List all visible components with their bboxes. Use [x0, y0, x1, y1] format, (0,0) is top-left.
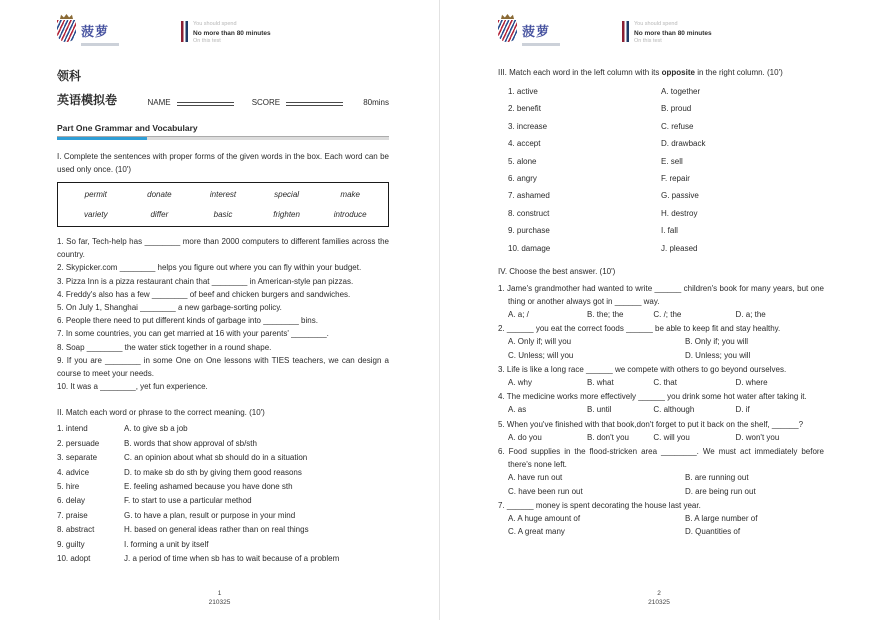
match-left-word: 6. delay	[57, 496, 86, 506]
match-right-option: B. words that show approval of sb/sth	[124, 438, 257, 448]
match-pair-row	[508, 122, 824, 132]
match-pair-row	[57, 554, 389, 564]
match-pair-row	[57, 496, 389, 506]
section3-instruction	[498, 66, 824, 79]
question-option: C. will you	[653, 432, 690, 442]
question-options	[498, 403, 824, 416]
question-options	[498, 308, 824, 321]
question-option: D. are being run out	[684, 486, 756, 496]
time-note-text	[634, 21, 712, 46]
question-option: D. Unless; you will	[684, 350, 751, 360]
match-left-word: 10. adopt	[57, 553, 91, 563]
match-left-word: 9. guilty	[57, 539, 85, 549]
score-blank-line	[286, 102, 343, 106]
time-note-line2: No more than 80 minutes	[193, 29, 271, 37]
time-note-text	[193, 21, 271, 46]
question-option: A. as	[508, 405, 527, 415]
match-pair-row	[57, 482, 389, 492]
question-option: A. do you	[508, 432, 542, 442]
crown-icon	[501, 14, 514, 19]
match-right-option: D. to make sb do sth by giving them good reasons	[124, 467, 302, 477]
match-right-option: A. to give sb a job	[124, 424, 188, 434]
question-block	[498, 445, 824, 498]
match-pair-row	[508, 87, 824, 97]
match-left-word: 3. separate	[57, 453, 98, 463]
question-option: D. won't you	[735, 432, 780, 442]
match-pair-row	[57, 468, 389, 478]
match-pair-row	[57, 424, 389, 434]
match-right-option: I. fall	[661, 226, 678, 236]
sentence-item: 2. Skypicker.com ________ helps you figure out where you can fly within your budget.	[57, 263, 362, 273]
word-box-item: permit	[84, 190, 107, 199]
word-box-item: introduce	[333, 210, 367, 219]
page1-footer	[0, 589, 439, 609]
word-box-item: differ	[150, 210, 169, 219]
question-option: A. have run out	[508, 473, 563, 483]
match-left-word: 1. active	[508, 87, 538, 96]
question-block	[498, 499, 824, 539]
question-option: A. Only if; will you	[508, 337, 572, 347]
question-stem: 3. Life is like a long race ______ we compete with others to go beyond ourselves.	[498, 364, 787, 374]
match-pair-row	[57, 453, 389, 463]
match-left-word: 2. benefit	[508, 104, 541, 114]
question-options	[498, 335, 824, 361]
question-option: C. A great many	[508, 527, 565, 537]
part-heading-rule-accent	[57, 137, 147, 140]
page2-number: 2	[657, 589, 661, 597]
question-stem: 1. Jame's grandmother had wanted to write ______ children's book for many years, but one thing or another always got in ______ way.	[498, 283, 824, 306]
match-pair-row	[57, 525, 389, 535]
sentence-item: 1. So far, Tech-help has ________ more than 2000 computers to different families across the country.	[57, 237, 389, 260]
match-left-word: 1. intend	[57, 424, 88, 434]
question-option: D. Quantities of	[684, 527, 741, 537]
time-note-line1: You should spend	[193, 21, 237, 27]
question-block	[498, 322, 824, 362]
question-stem: 4. The medicine works more effectively ______ you drink some hot water after taking it.	[498, 392, 807, 402]
match-right-option: H. based on general ideas rather than on real things	[124, 525, 309, 535]
question-option: C. that	[653, 377, 677, 387]
question-option: D. if	[735, 405, 750, 415]
duration-text: 80mins	[363, 98, 389, 107]
sentence-item: 5. On July 1, Shanghai ________ a new garbage-sorting policy.	[57, 303, 282, 313]
sentence-item: 4. Freddy's also has a few ________ of beef and chicken burgers and sandwiches.	[57, 289, 351, 299]
word-box-item: special	[274, 190, 300, 199]
sentence-item: 9. If you are ________ in some One on One lessons with TIES teachers, we can design a course to meet your needs.	[57, 355, 389, 379]
striped-shield-icon	[57, 20, 76, 42]
match-left-word: 6. angry	[508, 173, 537, 183]
match-pair-row	[508, 139, 824, 149]
match-left-word: 8. construct	[508, 208, 550, 218]
score-label: SCORE	[251, 98, 281, 107]
logo-crest-icon	[57, 14, 76, 42]
logo-text-block	[522, 14, 560, 46]
match-left-word: 8. abstract	[57, 525, 95, 535]
match-left-word: 2. persuade	[57, 438, 100, 448]
section3-instruction-bold: opposite	[661, 68, 695, 77]
match-pair-row	[508, 244, 824, 254]
question-option: C. have been run out	[508, 486, 583, 496]
question-option: A. a; /	[508, 309, 529, 319]
striped-shield-icon	[498, 20, 517, 42]
word-box	[57, 182, 389, 227]
match-left-word: 3. increase	[508, 121, 548, 131]
match-right-option: G. passive	[661, 191, 699, 201]
match-right-option: F. to start to use a particular method	[124, 496, 252, 506]
match-pair-row	[57, 439, 389, 449]
question-option: B. until	[587, 405, 612, 415]
word-box-item: interest	[209, 190, 237, 199]
question-option: C. Unless; will you	[508, 350, 574, 360]
sentence-item: 6. People there need to put different kinds of garbage into ________ bins.	[57, 316, 318, 326]
page1-code: 210325	[208, 599, 231, 607]
match-left-word: 4. advice	[57, 467, 90, 477]
part-heading-rule	[57, 136, 389, 140]
question-option: B. the; the	[587, 309, 624, 319]
name-label: NAME	[147, 98, 171, 107]
school-name: 领科	[57, 69, 82, 83]
match-right-option: J. pleased	[661, 243, 698, 253]
question-options	[498, 431, 824, 444]
question-block	[498, 363, 824, 389]
question-option: B. A large number of	[684, 513, 758, 523]
match-pair-row	[508, 174, 824, 184]
match-right-option: G. to have a plan, result or purpose in your mind	[124, 510, 296, 520]
word-box-item: frighten	[273, 210, 300, 219]
brand-name: 菠萝	[81, 24, 110, 39]
match-right-option: D. drawback	[661, 139, 706, 149]
match-pair-row	[508, 226, 824, 236]
question-stem: 5. When you've finished with that book,don't forget to put it back on the shelf, ______?	[498, 419, 804, 429]
match-left-word: 10. damage	[508, 243, 551, 253]
part-one-heading: Part One Grammar and Vocabulary	[57, 123, 198, 133]
match-right-option: C. an opinion about what sb should do in a situation	[124, 453, 308, 463]
match-right-option: A. together	[661, 87, 701, 96]
question-block	[498, 390, 824, 416]
question-option: D. where	[735, 377, 768, 387]
match-left-word: 7. ashamed	[508, 191, 550, 201]
school-logo	[498, 14, 560, 46]
question-option: B. what	[587, 377, 614, 387]
match-left-word: 4. accept	[508, 139, 541, 149]
question-option: B. Only if; you will	[684, 337, 749, 347]
question-stem: 6. Food supplies in the flood-stricken area ________. We must act immediately before there's none left.	[498, 446, 824, 470]
flag-stripe-icon	[181, 21, 188, 42]
page-header	[498, 14, 824, 58]
name-blank-line	[177, 102, 234, 106]
word-box-item: donate	[147, 190, 172, 199]
section4-instruction: IV. Choose the best answer. (10')	[498, 266, 616, 276]
question-option: C. /; the	[653, 309, 682, 319]
section3-pairs	[498, 87, 824, 254]
brand-subtext	[81, 43, 119, 46]
question-block	[498, 282, 824, 322]
question-options	[498, 376, 824, 389]
sentence-item: 7. In some countries, you can get married at 16 with your parents' ________.	[57, 329, 329, 339]
question-stem: 2. ______ you eat the correct foods ______ be able to keep fit and stay healthy.	[498, 324, 781, 334]
section3-instruction-prefix: III. Match each word in the left column with its	[498, 68, 662, 77]
question-option: D. a; the	[735, 309, 766, 319]
question-block	[498, 418, 824, 444]
time-note	[181, 14, 271, 46]
brand-subtext	[522, 43, 560, 46]
word-box-item: make	[340, 190, 360, 199]
match-pair-row	[508, 157, 824, 167]
question-option: B. don't you	[587, 432, 629, 442]
match-right-option: E. feeling ashamed because you have done sth	[124, 482, 293, 491]
time-note	[622, 14, 712, 46]
match-right-option: C. refuse	[661, 121, 694, 131]
school-logo	[57, 14, 119, 46]
word-box-item: basic	[213, 210, 233, 219]
question-option: A. A huge amount of	[508, 513, 581, 523]
match-pair-row	[57, 511, 389, 521]
time-note-line3: On this test	[634, 38, 662, 45]
title-row	[57, 91, 389, 108]
match-right-option: H. destroy	[661, 208, 698, 218]
sentence-item: 3. Pizza Inn is a pizza restaurant chain that ________ in American-style pan pizzas.	[57, 276, 354, 286]
page-2	[439, 0, 878, 620]
brand-name: 菠萝	[522, 24, 551, 39]
page2-footer	[440, 589, 878, 609]
section2-pairs	[57, 424, 389, 564]
question-option: C. although	[653, 405, 695, 415]
question-options	[498, 471, 824, 497]
page1-number: 1	[217, 589, 222, 597]
page2-code: 210325	[648, 599, 670, 607]
section3-instruction-suffix: in the right column. (10')	[694, 68, 783, 77]
match-left-word: 7. praise	[57, 510, 88, 520]
time-note-line3: On this test	[193, 38, 221, 45]
flag-stripe-icon	[622, 21, 629, 42]
question-option: B. are running out	[684, 473, 749, 483]
section1-instruction: I. Complete the sentences with proper forms of the given words in the box. Each word can be used only once. (10')	[57, 152, 389, 174]
time-note-line1: You should spend	[634, 21, 678, 27]
section2-instruction: II. Match each word or phrase to the correct meaning. (10')	[57, 408, 265, 418]
crown-icon	[60, 14, 73, 19]
match-left-word: 9. purchase	[508, 226, 550, 236]
logo-crest-icon	[498, 14, 517, 42]
time-note-line2: No more than 80 minutes	[634, 29, 712, 37]
question-option: A. why	[508, 377, 533, 387]
match-right-option: J. a period of time when sb has to wait because of a problem	[124, 553, 340, 563]
match-pair-row	[508, 209, 824, 219]
match-pair-row	[508, 104, 824, 114]
match-right-option: I. forming a unit by itself	[124, 539, 209, 549]
match-pair-row	[57, 540, 389, 550]
match-right-option: E. sell	[661, 156, 683, 166]
match-right-option: F. repair	[661, 173, 690, 183]
paper-title: 英语模拟卷	[57, 93, 118, 107]
logo-text-block	[81, 14, 119, 46]
page-header	[57, 14, 389, 58]
section1-sentences	[57, 235, 389, 393]
match-left-word: 5. alone	[508, 156, 537, 166]
match-pair-row	[508, 191, 824, 201]
sentence-item: 10. It was a ________, yet fun experience.	[57, 382, 208, 392]
sentence-item: 8. Soap ________ the water stick together in a round shape.	[57, 342, 272, 352]
question-stem: 7. ______ money is spent decorating the house last year.	[498, 500, 701, 510]
match-right-option: B. proud	[661, 104, 692, 114]
word-box-item: variety	[84, 210, 108, 219]
match-left-word: 5. hire	[57, 482, 80, 491]
question-options	[498, 512, 824, 538]
section4-questions	[498, 282, 824, 539]
word-box-grid	[64, 190, 382, 219]
